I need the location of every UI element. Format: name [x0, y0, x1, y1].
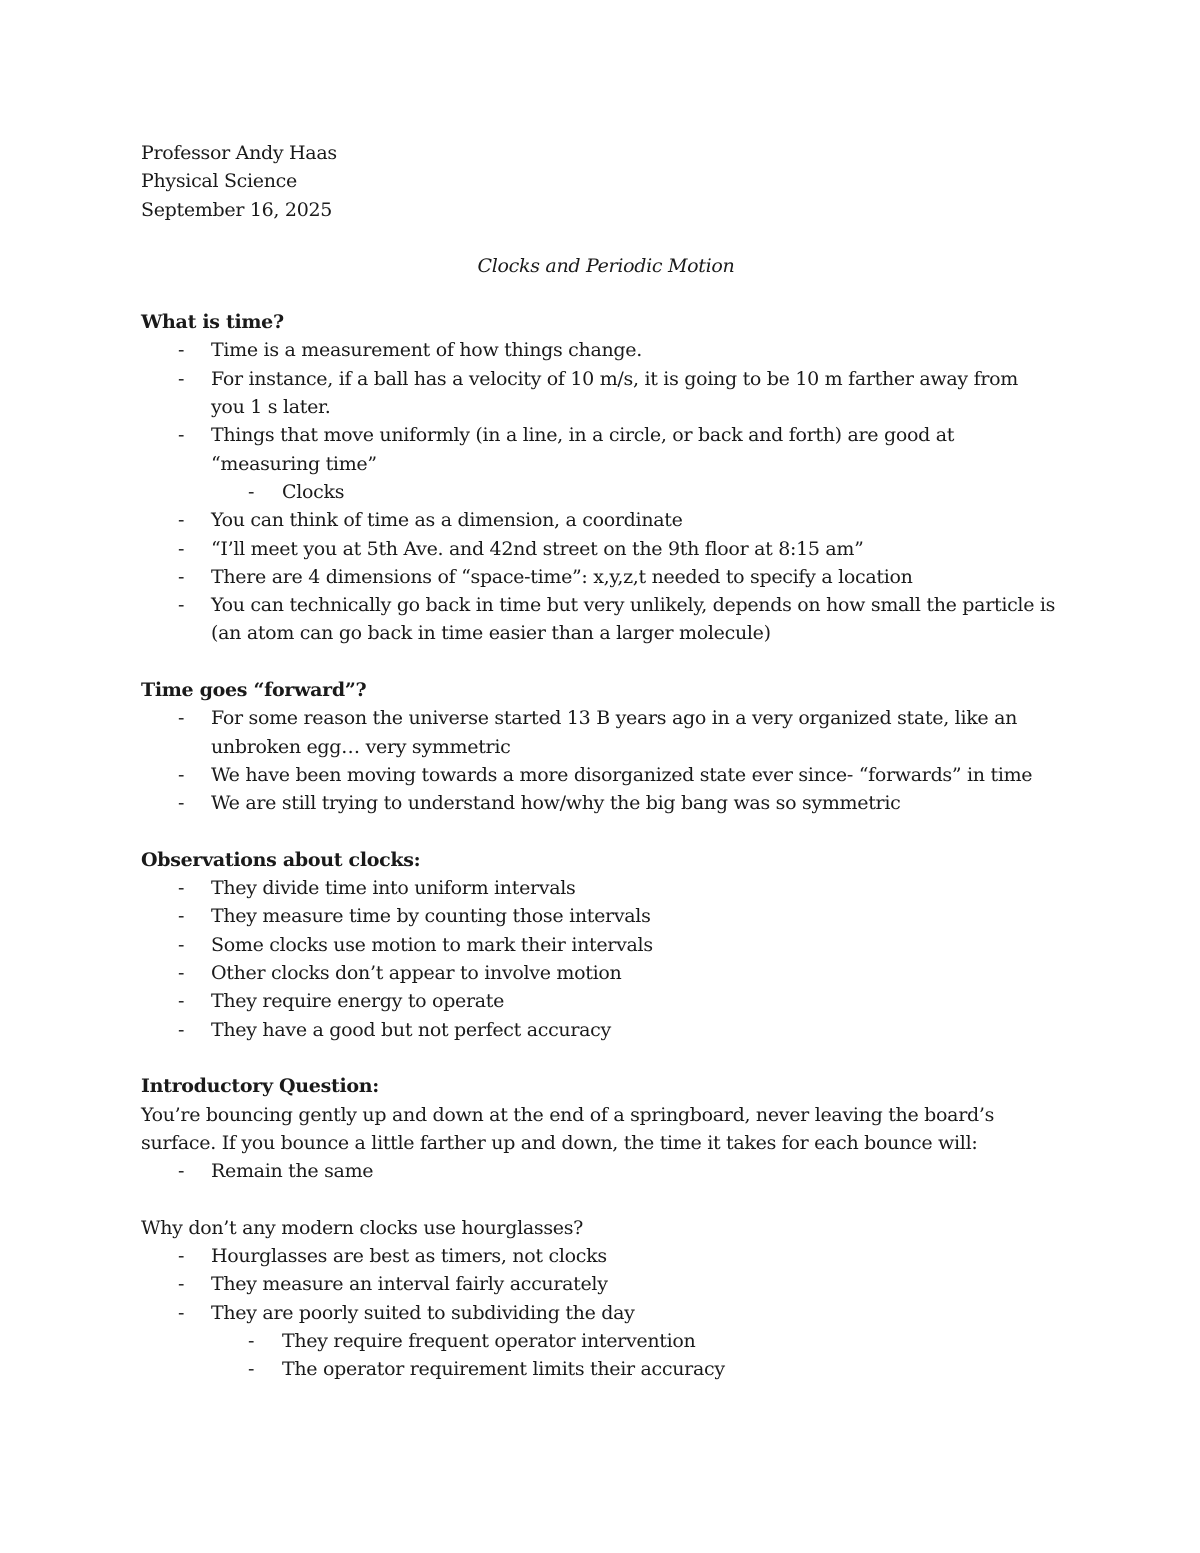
list-item: - Hourglasses are best as timers, not clocks — [141, 1242, 1071, 1270]
sub-list-item: - Clocks — [141, 478, 1071, 506]
clocks-sublist — [141, 478, 1071, 506]
list-item: - They divide time into uniform intervals — [141, 874, 1071, 902]
list-item — [141, 365, 1071, 422]
list-item: - You can think of time as a dimension, a coordinate — [141, 506, 1071, 534]
course-name: Physical Science — [141, 170, 297, 193]
list-item: - They measure an interval fairly accurately — [141, 1270, 1071, 1298]
list-item-text: - For instance, if a ball has a velocity of 10 m/s, it is going to be 10 m farther away from you 1 s later. — [211, 367, 1018, 419]
lecture-date: September 16, 2025 — [141, 198, 333, 221]
time-forward-list — [141, 704, 1071, 817]
list-item: - Remain the same — [141, 1157, 1071, 1185]
list-item-text: - Things that move uniformly (in a line, in a circle, or back and forth) are good at “measuring time” — [211, 424, 955, 475]
hourglass-sublist — [141, 1327, 1071, 1384]
heading-introductory-question: Introductory Question: — [141, 1075, 379, 1098]
sub-list-item: - They require frequent operator intervention — [141, 1327, 1071, 1355]
list-item: - Other clocks don’t appear to involve motion — [141, 959, 1071, 987]
list-item: - They are poorly suited to subdividing the day — [141, 1299, 1071, 1327]
hourglass-question: Why don’t any modern clocks use hourglasses? — [141, 1216, 584, 1239]
list-item: - They require energy to operate — [141, 987, 1071, 1015]
list-item: - “I’ll meet you at 5th Ave. and 42nd street on the 9th floor at 8:15 am” — [141, 535, 1071, 563]
heading-time-forward: Time goes “forward”? — [141, 679, 367, 702]
list-item-text: - For some reason the universe started 13 B years ago in a very organized state, like an unbroken egg… very symmetric — [211, 707, 1018, 758]
list-item-text: - You can technically go back in time but very unlikely, depends on how small the particle is (an atom can go back in time easier than a larger molecule) — [211, 594, 1056, 645]
spacer — [141, 648, 1071, 676]
list-item: - Some clocks use motion to mark their intervals — [141, 931, 1071, 959]
what-is-time-list-continued — [141, 506, 1071, 647]
list-item: - Time is a measurement of how things change. — [141, 336, 1071, 364]
hourglass-list — [141, 1242, 1071, 1327]
page-title: Clocks and Periodic Motion — [477, 254, 735, 277]
heading-observations: Observations about clocks: — [141, 848, 421, 871]
document-body — [141, 139, 1071, 1383]
introductory-question-text: You’re bouncing gently up and down at the end of a springboard, never leaving the board’s surface. If you bounce a little farther up and down, the time it takes for each bounce will: — [141, 1103, 995, 1154]
spacer — [141, 818, 1071, 846]
list-item: - They measure time by counting those intervals — [141, 902, 1071, 930]
introductory-answer-list — [141, 1157, 1071, 1185]
what-is-time-list — [141, 336, 1071, 477]
list-item — [141, 591, 1071, 648]
list-item — [141, 704, 1071, 761]
observations-list — [141, 874, 1071, 1044]
professor-name: Professor Andy Haas — [141, 142, 337, 164]
spacer — [141, 1044, 1071, 1072]
spacer — [141, 1185, 1071, 1213]
list-item — [141, 421, 1071, 478]
list-item: - There are 4 dimensions of “space-time”: x,y,z,t needed to specify a location — [141, 563, 1071, 591]
list-item: - They have a good but not perfect accuracy — [141, 1016, 1071, 1044]
heading-what-is-time: What is time? — [141, 311, 284, 334]
list-item: - We have been moving towards a more disorganized state ever since- “forwards” in time — [141, 761, 1071, 789]
list-item: - We are still trying to understand how/why the big bang was so symmetric — [141, 789, 1071, 817]
sub-list-item: - The operator requirement limits their accuracy — [141, 1355, 1071, 1383]
